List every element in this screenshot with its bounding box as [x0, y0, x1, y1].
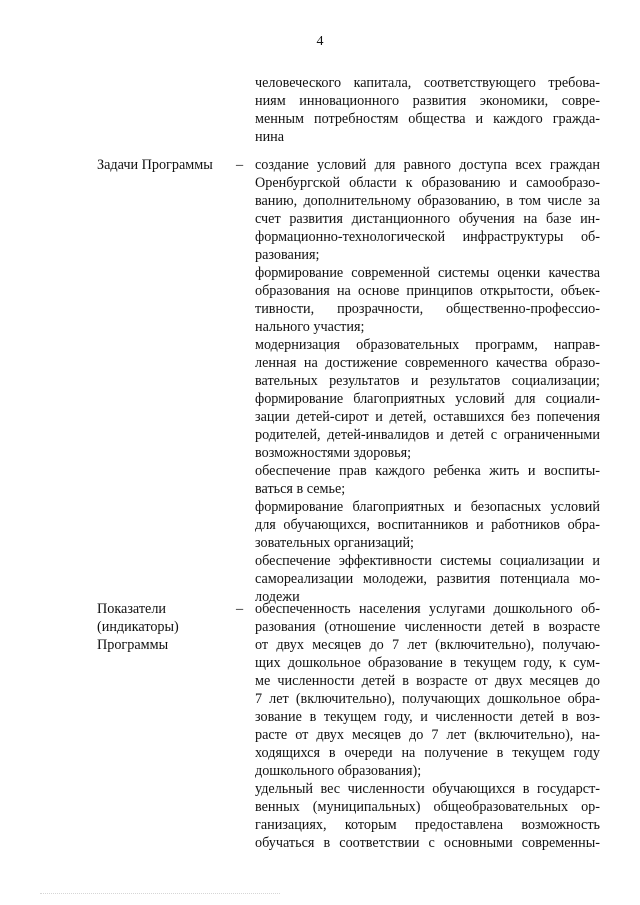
text-line: вательных результатов и результатов социализации; [255, 373, 600, 389]
text-line: нального участия; [255, 319, 365, 335]
text-line: разования; [255, 247, 320, 263]
tasks-dash: – [236, 157, 244, 173]
indicators-dash: – [236, 601, 244, 617]
text-line: Оренбургской области к образованию и самообразо- [255, 175, 600, 191]
text-line: удельный вес численности обучающихся в государст- [255, 781, 600, 797]
text-line: ме численности детей в возрасте от двух месяцев до [255, 673, 600, 689]
indicators-content [255, 600, 600, 852]
text-line: формирование современной системы оценки качества [255, 265, 600, 281]
text-line: разования (отношение численности детей в возрасте [255, 619, 600, 635]
text-line: обеспеченность населения услугами дошкольного об- [255, 601, 600, 617]
text-line: расте от двух месяцев до 7 лет (включительно), на- [255, 727, 600, 743]
text-line: тивности, прозрачности, общественно-профессио- [255, 301, 600, 317]
label-line: (индикаторы) [97, 619, 179, 635]
text-line: ленная на достижение современного качества образо- [255, 355, 600, 371]
continuation-paragraph [255, 74, 600, 146]
footer-faint-line [40, 893, 280, 900]
text-line: обеспечение прав каждого ребенка жить и воспиты- [255, 463, 600, 479]
text-line: зации детей-сирот и детей, оставшихся без попечения [255, 409, 600, 425]
text-line: нина [255, 129, 285, 145]
text-line: образования на основе принципов открытости, объек- [255, 283, 600, 299]
text-line: ванию, дополнительному образованию, в том числе за [255, 193, 600, 209]
text-line: самореализации молодежи, развития потенциала мо- [255, 571, 600, 587]
text-line: для обучающихся, воспитанников и работников обра- [255, 517, 600, 533]
label-line: Показатели [97, 601, 167, 617]
text-line: создание условий для равного доступа всех граждан [255, 157, 600, 173]
text-line: обеспечение эффективности системы социализации и [255, 553, 600, 569]
text-line: формирование благоприятных условий для социали- [255, 391, 600, 407]
tasks-label [97, 156, 227, 174]
text-line: формирование благоприятных и безопасных условий [255, 499, 600, 515]
text-line: формационно-технологической инфраструктуры об- [255, 229, 600, 245]
text-line: от двух месяцев до 7 лет (включительно), получаю- [255, 637, 600, 653]
label-line: Программы [97, 637, 169, 653]
indicators-label [97, 600, 227, 654]
text-line: модернизация образовательных программ, направ- [255, 337, 600, 353]
tasks-content [255, 156, 600, 606]
text-line: ганизациях, которым предоставлена возможность [255, 817, 600, 833]
text-line: 7 лет (включительно), получающих дошкольное обра- [255, 691, 600, 707]
text-line: дошкольного образования); [255, 763, 422, 779]
page-number: 4 [316, 34, 324, 49]
text-line: родителей, детей-инвалидов и детей с ограниченными [255, 427, 600, 443]
text-line: обучаться в соответствии с основными современны- [255, 835, 600, 851]
text-line: ниям инновационного развития экономики, совре- [255, 93, 600, 109]
text-line: менным потребностям общества и каждого гражда- [255, 111, 600, 127]
text-line: лодежи [255, 589, 300, 605]
text-line: щих дошкольное образование в текущем году, к сум- [255, 655, 600, 671]
text-line: ваться в семье; [255, 481, 346, 497]
text-line: счет развития дистанционного обучения на базе ин- [255, 211, 600, 227]
label-line: Задачи Программы [97, 157, 213, 173]
text-line: возможностями здоровья; [255, 445, 412, 461]
text-line: человеческого капитала, соответствующего требова- [255, 75, 600, 91]
text-line: ходящихся в очереди на получение в текущем году [255, 745, 600, 761]
text-line: зование в текущем году, и численности детей в воз- [255, 709, 600, 725]
text-line: зовательных организаций; [255, 535, 414, 551]
text-line: венных (муниципальных) общеобразовательных ор- [255, 799, 600, 815]
